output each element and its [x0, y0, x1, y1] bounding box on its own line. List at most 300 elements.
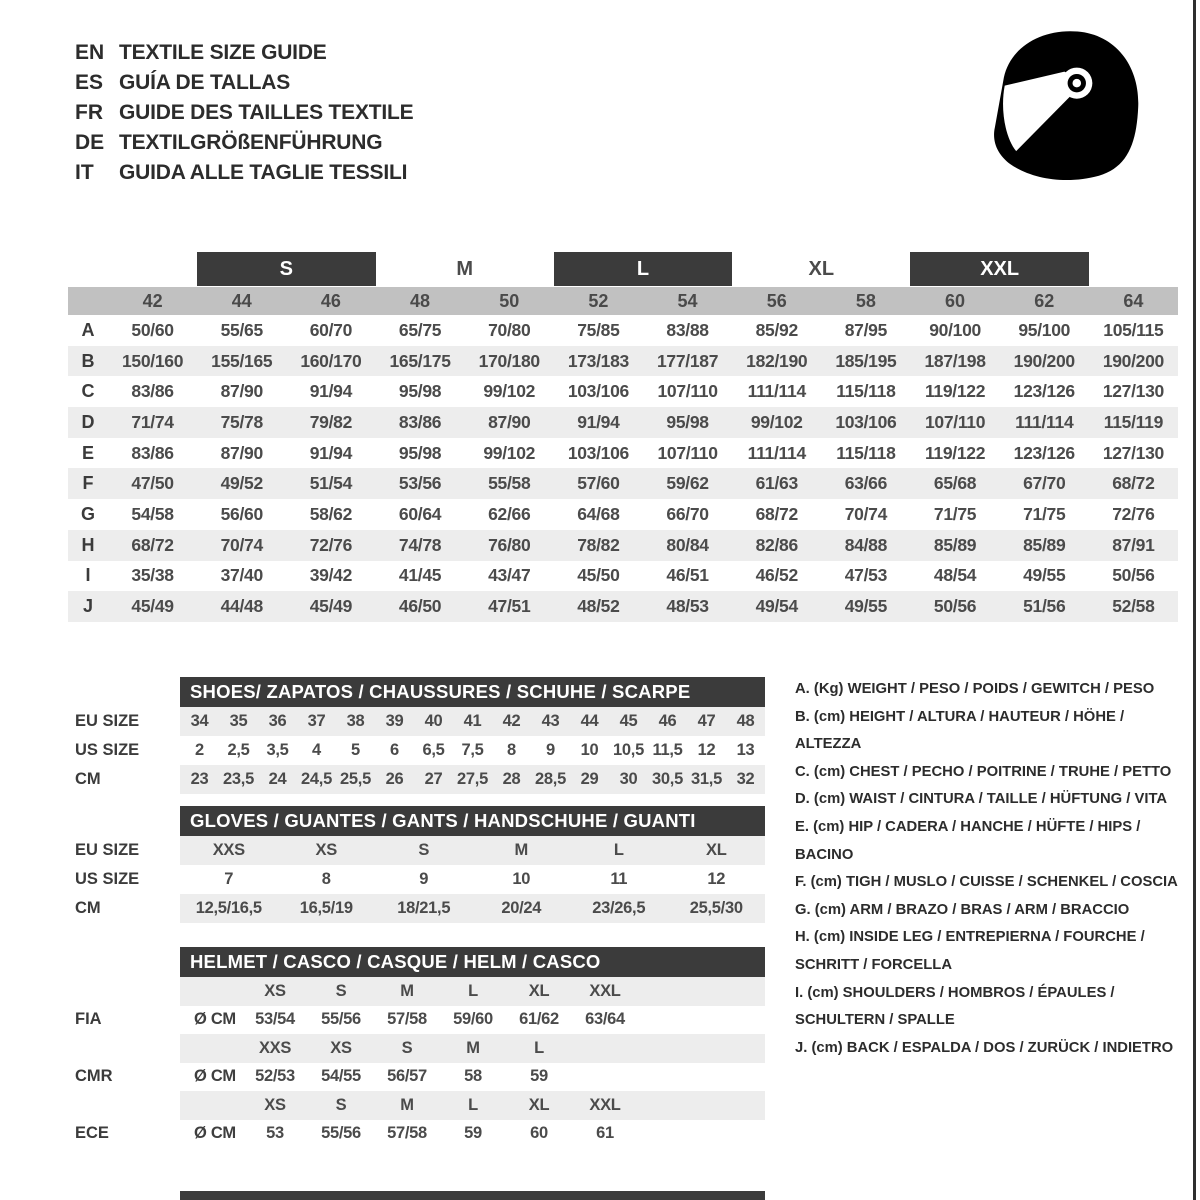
size-value: 68/72: [755, 503, 798, 524]
size-value: 119/122: [924, 381, 986, 402]
size-value: 70/74: [844, 503, 888, 524]
size-value: 115/118: [836, 442, 896, 463]
row-letter: J: [82, 596, 93, 617]
numeric-size: 50: [499, 290, 520, 311]
size-value: 87/95: [844, 319, 888, 340]
legend-item: C. (cm) CHEST / PECHO / POITRINE / TRUHE / PETTO: [795, 763, 1172, 780]
row-letter: C: [81, 381, 95, 402]
size-group-header-row: [68, 252, 1178, 286]
helmet-standard-row-cmr: [75, 1063, 765, 1092]
helmet-values: [180, 1120, 765, 1149]
measurement-row-c: [68, 376, 1178, 407]
size-value: 83/86: [131, 381, 174, 402]
size-group-xxl: XXL: [910, 252, 1088, 286]
unit-label: Ø CM: [194, 1067, 236, 1086]
language-title-row: [75, 68, 413, 98]
helmet-size-label: XS: [264, 981, 286, 1000]
legend-item: H. (cm) INSIDE LEG / ENTREPIERNA / FOURCHE / SCHRITT / FORCELLA: [795, 929, 1145, 973]
size-value: 150/160: [121, 350, 184, 371]
size-value: 39: [385, 712, 404, 730]
size-value: 42: [502, 712, 521, 730]
size-value: 45/50: [577, 565, 620, 586]
size-value: 160/170: [300, 350, 362, 371]
guide-title: GUÍA DE TALLAS: [119, 71, 291, 94]
legend-item: G. (cm) ARM / BRAZO / BRAS / ARM / BRACCIO: [795, 901, 1130, 918]
measurement-row-f: [68, 468, 1178, 499]
shoes-cells: [180, 707, 765, 736]
legend-item: B. (cm) HEIGHT / ALTURA / HAUTEUR / HÖHE / ALTEZZA: [795, 708, 1125, 753]
size-value: 5: [351, 741, 360, 759]
size-value: 59/62: [666, 473, 709, 494]
gloves-row: [75, 865, 765, 894]
row-letter: H: [81, 534, 95, 555]
helmet-size-label: L: [534, 1038, 544, 1057]
helmet-size-label: S: [335, 1095, 347, 1114]
label-spacer: [75, 806, 180, 836]
size-value: 115/119: [1103, 411, 1164, 432]
size-value: 71/75: [933, 503, 977, 524]
size-value: 95/98: [398, 442, 442, 463]
guide-title: GUIDA ALLE TAGLIE TESSILI: [119, 161, 408, 184]
numeric-size: 48: [410, 290, 431, 311]
shoes-cells: [180, 765, 765, 794]
unit-label: Ø CM: [194, 1010, 236, 1029]
numeric-size-row: [68, 287, 1178, 315]
size-value: 64/68: [577, 503, 620, 524]
size-value: 44: [580, 712, 599, 730]
row-letter: B: [81, 350, 95, 371]
size-group-xl: XL: [808, 257, 835, 280]
size-value: 55/65: [220, 319, 263, 340]
helmet-size-label: XL: [528, 1095, 550, 1114]
numeric-size: 58: [855, 290, 876, 311]
size-value: 53/54: [255, 1010, 295, 1029]
size-value: 85/89: [933, 534, 977, 555]
size-value: 90/100: [929, 319, 981, 340]
unit-spacer: [180, 1091, 242, 1120]
size-value: 46/51: [666, 565, 709, 586]
size-value: 61/62: [519, 1010, 559, 1029]
size-value: 103/106: [567, 381, 629, 402]
corner-spacer: [68, 287, 108, 315]
size-value: 91/94: [309, 381, 353, 402]
row-letter: D: [81, 411, 95, 432]
size-value: 45/49: [131, 596, 174, 617]
numeric-size: 60: [945, 290, 966, 311]
size-value: 83/86: [398, 411, 442, 432]
size-value: 91/94: [309, 442, 353, 463]
shoes-cells: [180, 736, 765, 765]
size-value: 36: [268, 712, 287, 730]
size-value: 95/98: [398, 381, 442, 402]
size-value: 58/62: [309, 503, 353, 524]
size-value: 9: [546, 741, 555, 759]
size-value: 52/58: [1112, 596, 1155, 617]
size-value: 55/58: [488, 473, 531, 494]
row-label: CM: [75, 770, 101, 788]
unit-spacer: [180, 1034, 242, 1063]
label-spacer: [75, 947, 180, 977]
size-value: 48/53: [666, 596, 709, 617]
size-value: 87/90: [488, 411, 531, 432]
size-value: 68/72: [131, 534, 174, 555]
size-value: 6,5: [422, 741, 445, 759]
label-spacer: [75, 1034, 180, 1063]
shoes-row: [75, 765, 765, 794]
helmet-values: [180, 1063, 765, 1092]
legend-item: F. (cm) TIGH / MUSLO / CUISSE / SCHENKEL / COSCIA: [795, 874, 1178, 891]
language-code: IT: [75, 161, 94, 184]
size-value: 57/58: [387, 1010, 427, 1029]
size-value: 28: [502, 770, 521, 788]
size-value: S: [418, 841, 430, 859]
size-value: 66/70: [666, 503, 709, 524]
size-value: 35: [229, 712, 248, 730]
size-value: 61: [596, 1124, 614, 1143]
size-value: 70/74: [220, 534, 263, 555]
legend-item: A. (Kg) WEIGHT / PESO / POIDS / GEWITCH / PESO: [795, 681, 1155, 697]
size-value: 60/64: [398, 503, 442, 524]
size-value: 30,5: [652, 770, 683, 788]
measurement-row-b: [68, 346, 1178, 377]
gloves-size-table: [75, 806, 765, 923]
size-value: XL: [706, 841, 727, 859]
helmet-standard-row-ece: [75, 1120, 765, 1149]
guide-title: GUIDE DES TAILLES TEXTILE: [119, 101, 414, 124]
language-title-row: [75, 38, 413, 68]
shoes-size-table: [75, 677, 765, 794]
size-value: 107/110: [657, 381, 718, 402]
unit-spacer: [180, 977, 242, 1006]
legend-item: E. (cm) HIP / CADERA / HANCHE / HÜFTE / HIPS / BACINO: [795, 818, 1141, 863]
helmet-size-label: M: [400, 1095, 414, 1114]
size-value: 173/183: [567, 350, 629, 371]
helmet-size-label: XS: [330, 1038, 352, 1057]
size-value: 50/56: [933, 596, 977, 617]
guide-title: TEXTILGRÖßENFÜHRUNG: [119, 131, 383, 154]
size-value: 62/66: [488, 503, 531, 524]
shoes-row: [75, 707, 765, 736]
size-value: 37/40: [220, 565, 263, 586]
label-spacer: [75, 977, 180, 1006]
size-value: XXS: [212, 841, 245, 859]
size-value: 43: [541, 712, 560, 730]
size-value: 10,5: [613, 741, 644, 759]
size-value: 28,5: [535, 770, 566, 788]
size-value: 107/110: [924, 411, 986, 432]
size-value: 58: [464, 1067, 482, 1086]
size-value: 103/106: [835, 411, 897, 432]
helmet-size-header-row: [75, 1034, 765, 1063]
row-letter: A: [81, 319, 95, 340]
size-value: 12,5/16,5: [195, 899, 262, 917]
measurement-row-h: [68, 530, 1178, 561]
size-value: 59/60: [453, 1010, 493, 1029]
size-value: 111/114: [747, 442, 806, 463]
standard-label: FIA: [75, 1010, 102, 1029]
numeric-size: 62: [1034, 290, 1055, 311]
size-value: 46: [658, 712, 677, 730]
numeric-size: 64: [1123, 290, 1144, 311]
size-value: 59: [464, 1124, 482, 1143]
size-value: 190/200: [1102, 350, 1164, 371]
helmet-size-label: M: [400, 981, 414, 1000]
row-label: EU SIZE: [75, 712, 140, 730]
size-value: 65/75: [398, 319, 442, 340]
size-value: 10: [580, 741, 599, 759]
size-value: 87/90: [220, 381, 263, 402]
size-value: 2,5: [227, 741, 250, 759]
row-label: US SIZE: [75, 870, 140, 888]
size-value: 41/45: [398, 565, 442, 586]
size-value: 26: [385, 770, 404, 788]
size-value: 40: [424, 712, 443, 730]
helmet-size-headers: [180, 1091, 765, 1120]
helmet-title-row: [75, 947, 765, 977]
size-value: 60: [530, 1124, 548, 1143]
size-value: 61/63: [755, 473, 798, 494]
size-value: 16,5/19: [299, 899, 353, 917]
measurement-row-a: [68, 315, 1178, 346]
shoes-title: SHOES/ ZAPATOS / CHAUSSURES / SCHUHE / SCARPE: [180, 677, 765, 707]
helmet-size-headers: [180, 977, 765, 1006]
size-value: 23,5: [223, 770, 254, 788]
size-value: 51/56: [1023, 596, 1066, 617]
size-value: 177/187: [656, 350, 719, 371]
helmet-size-label: S: [335, 981, 347, 1000]
row-label: CM: [75, 899, 101, 917]
legend-item: I. (cm) SHOULDERS / HOMBROS / ÉPAULES / SCHULTERN / SPALLE: [795, 984, 1115, 1029]
size-value: 72/76: [1112, 503, 1155, 524]
size-value: 67/70: [1023, 473, 1066, 494]
size-value: 4: [312, 741, 321, 759]
gloves-cells: [180, 894, 765, 923]
size-value: 75/85: [577, 319, 620, 340]
row-letter: I: [85, 565, 91, 586]
size-value: 105/115: [1103, 319, 1164, 340]
size-value: 56/57: [387, 1067, 427, 1086]
shoes-row: [75, 736, 765, 765]
gloves-title-row: [75, 806, 765, 836]
size-value: 49/52: [220, 473, 263, 494]
size-value: 103/106: [567, 442, 629, 463]
helmet-size-headers: [180, 1034, 765, 1063]
size-value: 190/200: [1013, 350, 1075, 371]
measurement-row-e: [68, 438, 1178, 469]
measurement-row-i: [68, 561, 1178, 592]
size-value: 53: [266, 1124, 284, 1143]
size-value: 95/98: [666, 411, 709, 432]
size-value: 71/74: [131, 411, 174, 432]
size-value: 83/88: [666, 319, 709, 340]
size-value: 115/118: [836, 381, 896, 402]
size-value: 45: [619, 712, 638, 730]
size-value: 70/80: [488, 319, 531, 340]
size-value: 27: [424, 770, 443, 788]
size-value: 25,5/30: [689, 899, 743, 917]
size-value: 27,5: [457, 770, 488, 788]
size-value: 127/130: [1102, 442, 1164, 463]
numeric-size: 56: [766, 290, 787, 311]
size-value: 99/102: [483, 381, 536, 402]
size-value: 187/198: [924, 350, 986, 371]
size-value: 165/175: [389, 350, 451, 371]
size-value: 71/75: [1023, 503, 1066, 524]
helmet-size-table: [75, 947, 765, 1148]
gloves-cells: [180, 865, 765, 894]
size-value: 87/90: [220, 442, 263, 463]
size-value: 63/64: [585, 1010, 625, 1029]
helmet-standard-row-fia: [75, 1006, 765, 1035]
language-title-row: [75, 158, 413, 188]
helmet-size-label: M: [466, 1038, 480, 1057]
label-spacer: [75, 1091, 180, 1120]
racing-helmet-icon: [982, 25, 1147, 197]
size-value: 46/52: [755, 565, 798, 586]
size-value: 107/110: [657, 442, 718, 463]
numeric-size: 44: [231, 290, 252, 311]
size-value: 23: [190, 770, 209, 788]
size-value: 127/130: [1102, 381, 1164, 402]
shoes-title-row: [75, 677, 765, 707]
size-value: 37: [307, 712, 326, 730]
size-value: 75/78: [220, 411, 263, 432]
size-value: 30: [619, 770, 638, 788]
size-group-l: L: [554, 252, 732, 286]
size-value: 49/54: [755, 596, 798, 617]
language-title-row: [75, 128, 413, 158]
size-value: 123/126: [1013, 381, 1075, 402]
size-value: 53/56: [398, 473, 442, 494]
size-value: XS: [315, 841, 337, 859]
size-value: 74/78: [398, 534, 442, 555]
size-value: 54/58: [131, 503, 174, 524]
size-value: 87/91: [1112, 534, 1155, 555]
size-value: 95/100: [1018, 319, 1071, 340]
size-value: 49/55: [844, 596, 888, 617]
gloves-cells: [180, 836, 765, 865]
size-value: 20/24: [501, 899, 542, 917]
size-value: 82/86: [755, 534, 798, 555]
size-value: 45/49: [309, 596, 353, 617]
size-value: 6: [390, 741, 399, 759]
size-value: 49/55: [1023, 565, 1066, 586]
size-value: 99/102: [750, 411, 803, 432]
helmet-title: HELMET / CASCO / CASQUE / HELM / CASCO: [180, 947, 765, 977]
standard-label: ECE: [75, 1124, 109, 1143]
size-value: 48/52: [577, 596, 620, 617]
size-value: 68/72: [1112, 473, 1155, 494]
size-value: 11: [610, 870, 628, 888]
size-value: 50/56: [1112, 565, 1155, 586]
size-value: 39/42: [309, 565, 353, 586]
measurement-legend: [795, 676, 1193, 1062]
size-value: 52/53: [255, 1067, 295, 1086]
size-value: 13: [736, 741, 755, 759]
size-value: 8: [321, 870, 331, 888]
row-letter: F: [82, 473, 94, 494]
size-value: 34: [190, 712, 209, 730]
size-value: 57/60: [577, 473, 620, 494]
legend-item: J. (cm) BACK / ESPALDA / DOS / ZURÜCK / INDIETRO: [795, 1039, 1174, 1056]
size-value: 84/88: [844, 534, 888, 555]
size-group-m: M: [456, 257, 473, 280]
size-value: 123/126: [1013, 442, 1075, 463]
language-title-row: [75, 98, 413, 128]
size-value: L: [613, 841, 624, 859]
row-label: EU SIZE: [75, 841, 140, 859]
language-code: ES: [75, 71, 104, 94]
size-value: 38: [346, 712, 365, 730]
size-value: 111/114: [1015, 411, 1074, 432]
size-value: 155/165: [211, 350, 273, 371]
size-value: 47/51: [488, 596, 531, 617]
size-value: 78/82: [577, 534, 620, 555]
row-label: US SIZE: [75, 741, 140, 759]
helmet-values: [180, 1006, 765, 1035]
numeric-size: 42: [142, 290, 163, 311]
helmet-size-label: XS: [264, 1095, 286, 1114]
size-value: 31,5: [691, 770, 722, 788]
helmet-size-label: XXL: [589, 981, 621, 1000]
size-group-s: S: [197, 252, 375, 286]
size-value: 8: [507, 741, 516, 759]
size-value: 60/70: [309, 319, 353, 340]
measurement-row-j: [68, 591, 1178, 622]
size-value: 3,5: [266, 741, 289, 759]
size-value: 85/92: [755, 319, 798, 340]
measurement-row-d: [68, 407, 1178, 438]
guide-title: TEXTILE SIZE GUIDE: [119, 41, 327, 64]
size-value: 99/102: [483, 442, 536, 463]
size-value: 59: [530, 1067, 548, 1086]
label-spacer: [75, 677, 180, 707]
helmet-size-header-row: [75, 977, 765, 1006]
size-value: 32: [736, 770, 755, 788]
size-value: 83/86: [131, 442, 174, 463]
size-value: 2: [195, 741, 204, 759]
gloves-row: [75, 836, 765, 865]
language-titles-block: [75, 38, 413, 188]
size-value: 47/53: [844, 565, 888, 586]
size-value: 12: [707, 870, 726, 888]
size-value: 55/56: [321, 1124, 361, 1143]
size-value: 47: [697, 712, 716, 730]
standard-label: CMR: [75, 1067, 113, 1086]
size-value: 48/54: [933, 565, 977, 586]
helmet-size-label: XL: [528, 981, 550, 1000]
size-value: 48: [736, 712, 755, 730]
numeric-size: 52: [588, 290, 609, 311]
helmet-size-label: L: [468, 1095, 478, 1114]
size-value: 170/180: [478, 350, 540, 371]
numeric-size: 46: [320, 290, 341, 311]
row-letter: E: [81, 442, 94, 463]
size-value: 10: [512, 870, 531, 888]
measurement-row-g: [68, 499, 1178, 530]
right-border-line: [1193, 0, 1196, 1200]
helmet-size-label: XXS: [258, 1038, 292, 1057]
unit-label: Ø CM: [194, 1124, 236, 1143]
size-value: 91/94: [577, 411, 620, 432]
gloves-row: [75, 894, 765, 923]
size-value: 11,5: [652, 741, 683, 759]
size-value: 185/195: [835, 350, 897, 371]
size-value: 119/122: [924, 442, 986, 463]
size-value: 18/21,5: [397, 899, 451, 917]
language-code: FR: [75, 101, 103, 124]
size-value: 47/50: [131, 473, 174, 494]
